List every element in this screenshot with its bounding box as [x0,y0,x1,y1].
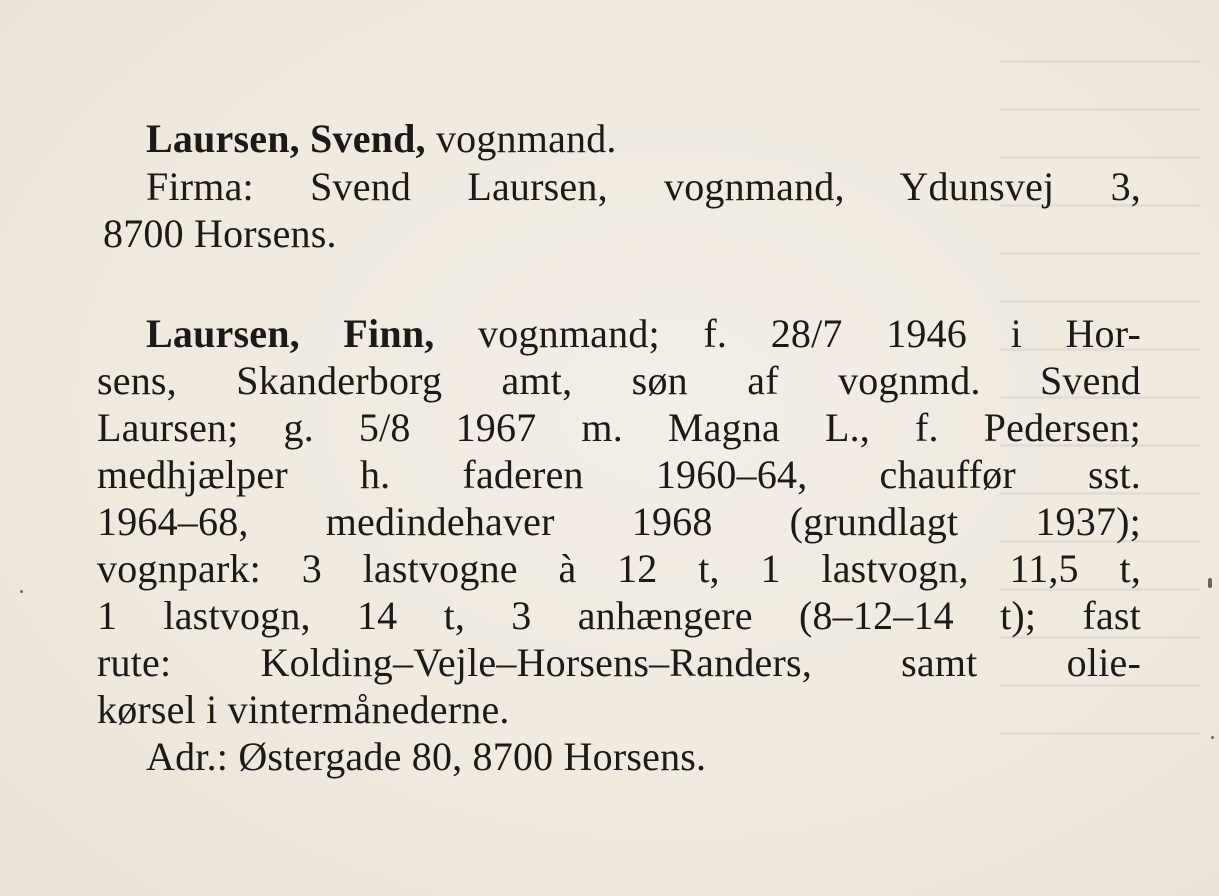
paper-speck [1211,736,1214,739]
paper-speck [20,590,23,593]
entry2-line: vognpark: 3 lastvogne à 12 t, 1 lastvogn, 11,5 t, [97,546,1141,591]
entry2-line: kørsel i vintermånederne. [97,687,510,732]
entry1-title: vognmand. [425,116,617,161]
entry2-line: sens, Skanderborg amt, søn af vognmd. Svend [97,358,1141,403]
entry2-line: 1964–68, medindehaver 1968 (grundlagt 1937); [97,499,1141,544]
paper-speck [1208,578,1212,588]
entry2-birth: vognmand; f. 28/7 1946 i Hor- [434,311,1141,356]
entry2-name: Laursen, Finn, [146,311,435,356]
entry2-heading-line [146,310,1141,358]
entry1-heading-line [146,115,617,163]
entry1-name: Laursen, Svend, [146,116,426,161]
entry2-address: Adr.: Østergade 80, 8700 Horsens. [146,734,707,779]
entry2-line: Laursen; g. 5/8 1967 m. Magna L., f. Pedersen; [97,405,1141,450]
entry2-line: rute: Kolding–Vejle–Horsens–Randers, samt olie- [97,640,1141,685]
entry1-firm-line: Firma: Svend Laursen, vognmand, Ydunsvej 3, [146,164,1141,209]
entry2-line: medhjælper h. faderen 1960–64, chauffør sst. [97,452,1141,497]
entry1-city-line: 8700 Horsens. [103,211,337,256]
entry2-line: 1 lastvogn, 14 t, 3 anhængere (8–12–14 t); fast [97,593,1141,638]
